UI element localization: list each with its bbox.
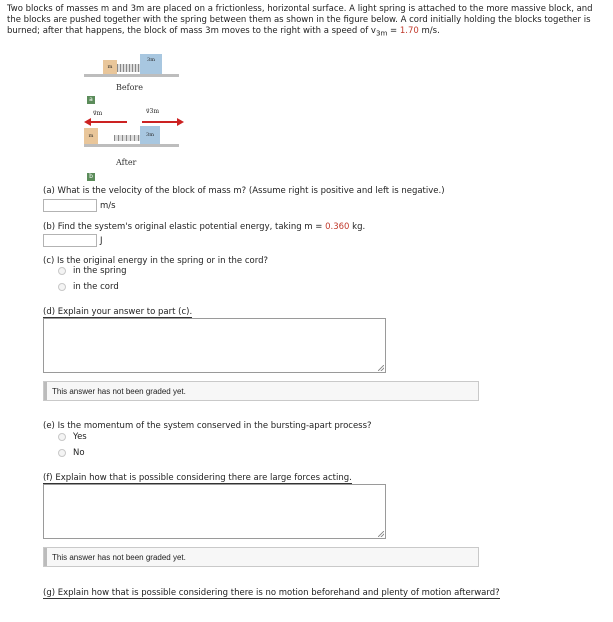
left-velocity-arrow <box>87 121 127 123</box>
radio-circle-icon <box>58 267 66 275</box>
radio-circle-icon <box>58 433 66 441</box>
question-f <box>43 473 352 483</box>
question-b <box>43 222 365 232</box>
grading-status-f <box>43 547 479 567</box>
question-d <box>43 307 192 317</box>
velocity-m-label: v⃗m <box>93 110 103 117</box>
radio-label-no: No <box>73 448 85 458</box>
relaxed-spring <box>114 135 142 141</box>
answer-f-textarea[interactable] <box>43 484 386 539</box>
question-f-text: (f) Explain how that is possible considering there are large forces acting. <box>43 473 352 483</box>
answer-a-input[interactable] <box>43 199 97 212</box>
radio-yes[interactable] <box>58 432 87 442</box>
velocity-subscript: 3m <box>375 28 388 38</box>
answer-b-row <box>43 234 103 247</box>
right-arrowhead-icon <box>177 118 184 126</box>
before-caption: Before <box>116 83 143 92</box>
problem-statement <box>7 4 607 39</box>
block-3m-before <box>140 54 162 74</box>
block-3m-after-label: 3m <box>146 132 154 138</box>
velocity-3m-label: v⃗3m <box>146 108 160 115</box>
answer-a-unit: m/s <box>100 200 116 211</box>
figure-tag-a: a <box>87 96 95 104</box>
answer-b-unit: J <box>100 235 103 246</box>
question-d-text: (d) Explain your answer to part (c). <box>43 307 193 317</box>
question-b-mass-value: 0.360 <box>325 222 350 232</box>
floor-before <box>84 74 179 77</box>
figure-tag-b: b <box>87 173 95 181</box>
question-b-text: (b) Find the system's original elastic potential energy, taking m = <box>43 222 326 232</box>
radio-no[interactable] <box>58 448 85 458</box>
status-bar <box>44 382 47 400</box>
answer-a-row <box>43 199 116 212</box>
equals-sign: = <box>387 26 400 36</box>
question-b-text-end: kg. <box>349 222 366 232</box>
block-m-before <box>103 60 117 74</box>
question-e: (e) Is the momentum of the system conserved in the bursting-apart process? <box>43 421 372 431</box>
block-3m-before-label: 3m <box>147 57 155 63</box>
block-m-before-label: m <box>107 64 113 70</box>
radio-label-yes: Yes <box>73 432 87 442</box>
resize-grip-icon[interactable] <box>378 531 384 537</box>
status-bar <box>44 548 47 566</box>
question-a: (a) What is the velocity of the block of mass m? (Assume right is positive and left is negative.) <box>43 186 445 196</box>
block-m-after-label: m <box>88 133 94 139</box>
grading-status-d-text: This answer has not been graded yet. <box>52 386 186 396</box>
radio-label-spring: in the spring <box>73 266 127 276</box>
after-caption: After <box>116 158 137 167</box>
radio-in-the-spring[interactable] <box>58 266 127 276</box>
resize-grip-icon[interactable] <box>378 365 384 371</box>
grading-status-d <box>43 381 479 401</box>
radio-circle-icon <box>58 449 66 457</box>
given-speed-value: 1.70 <box>399 26 419 36</box>
question-g <box>43 588 500 598</box>
radio-label-cord: in the cord <box>73 282 119 292</box>
radio-in-the-cord[interactable] <box>58 282 119 292</box>
problem-text: Two blocks of masses m and 3m are placed on a frictionless, horizontal surface. A light spring is attached to the more massive block, and the blocks are pushed together with the spring between them as shown in the figure below. A cord initially holding the blocks together is burned; after that happens, the block of mass 3m moves to the right with a speed of v <box>7 4 593 36</box>
blocks-spring-figure <box>84 52 184 192</box>
floor-after <box>84 144 179 147</box>
compressed-spring <box>117 64 141 72</box>
radio-circle-icon <box>58 283 66 291</box>
question-c: (c) Is the original energy in the spring or in the cord? <box>43 256 268 266</box>
question-g-text: (g) Explain how that is possible considering there is no motion beforehand and plenty of motion afterward? <box>43 588 500 598</box>
answer-d-textarea[interactable] <box>43 318 386 373</box>
grading-status-f-text: This answer has not been graded yet. <box>52 552 186 562</box>
block-m-after <box>84 128 98 144</box>
given-speed-unit: m/s. <box>418 26 440 36</box>
block-3m-after <box>140 126 160 144</box>
right-velocity-arrow <box>142 121 178 123</box>
answer-b-input[interactable] <box>43 234 97 247</box>
left-arrowhead-icon <box>84 118 91 126</box>
